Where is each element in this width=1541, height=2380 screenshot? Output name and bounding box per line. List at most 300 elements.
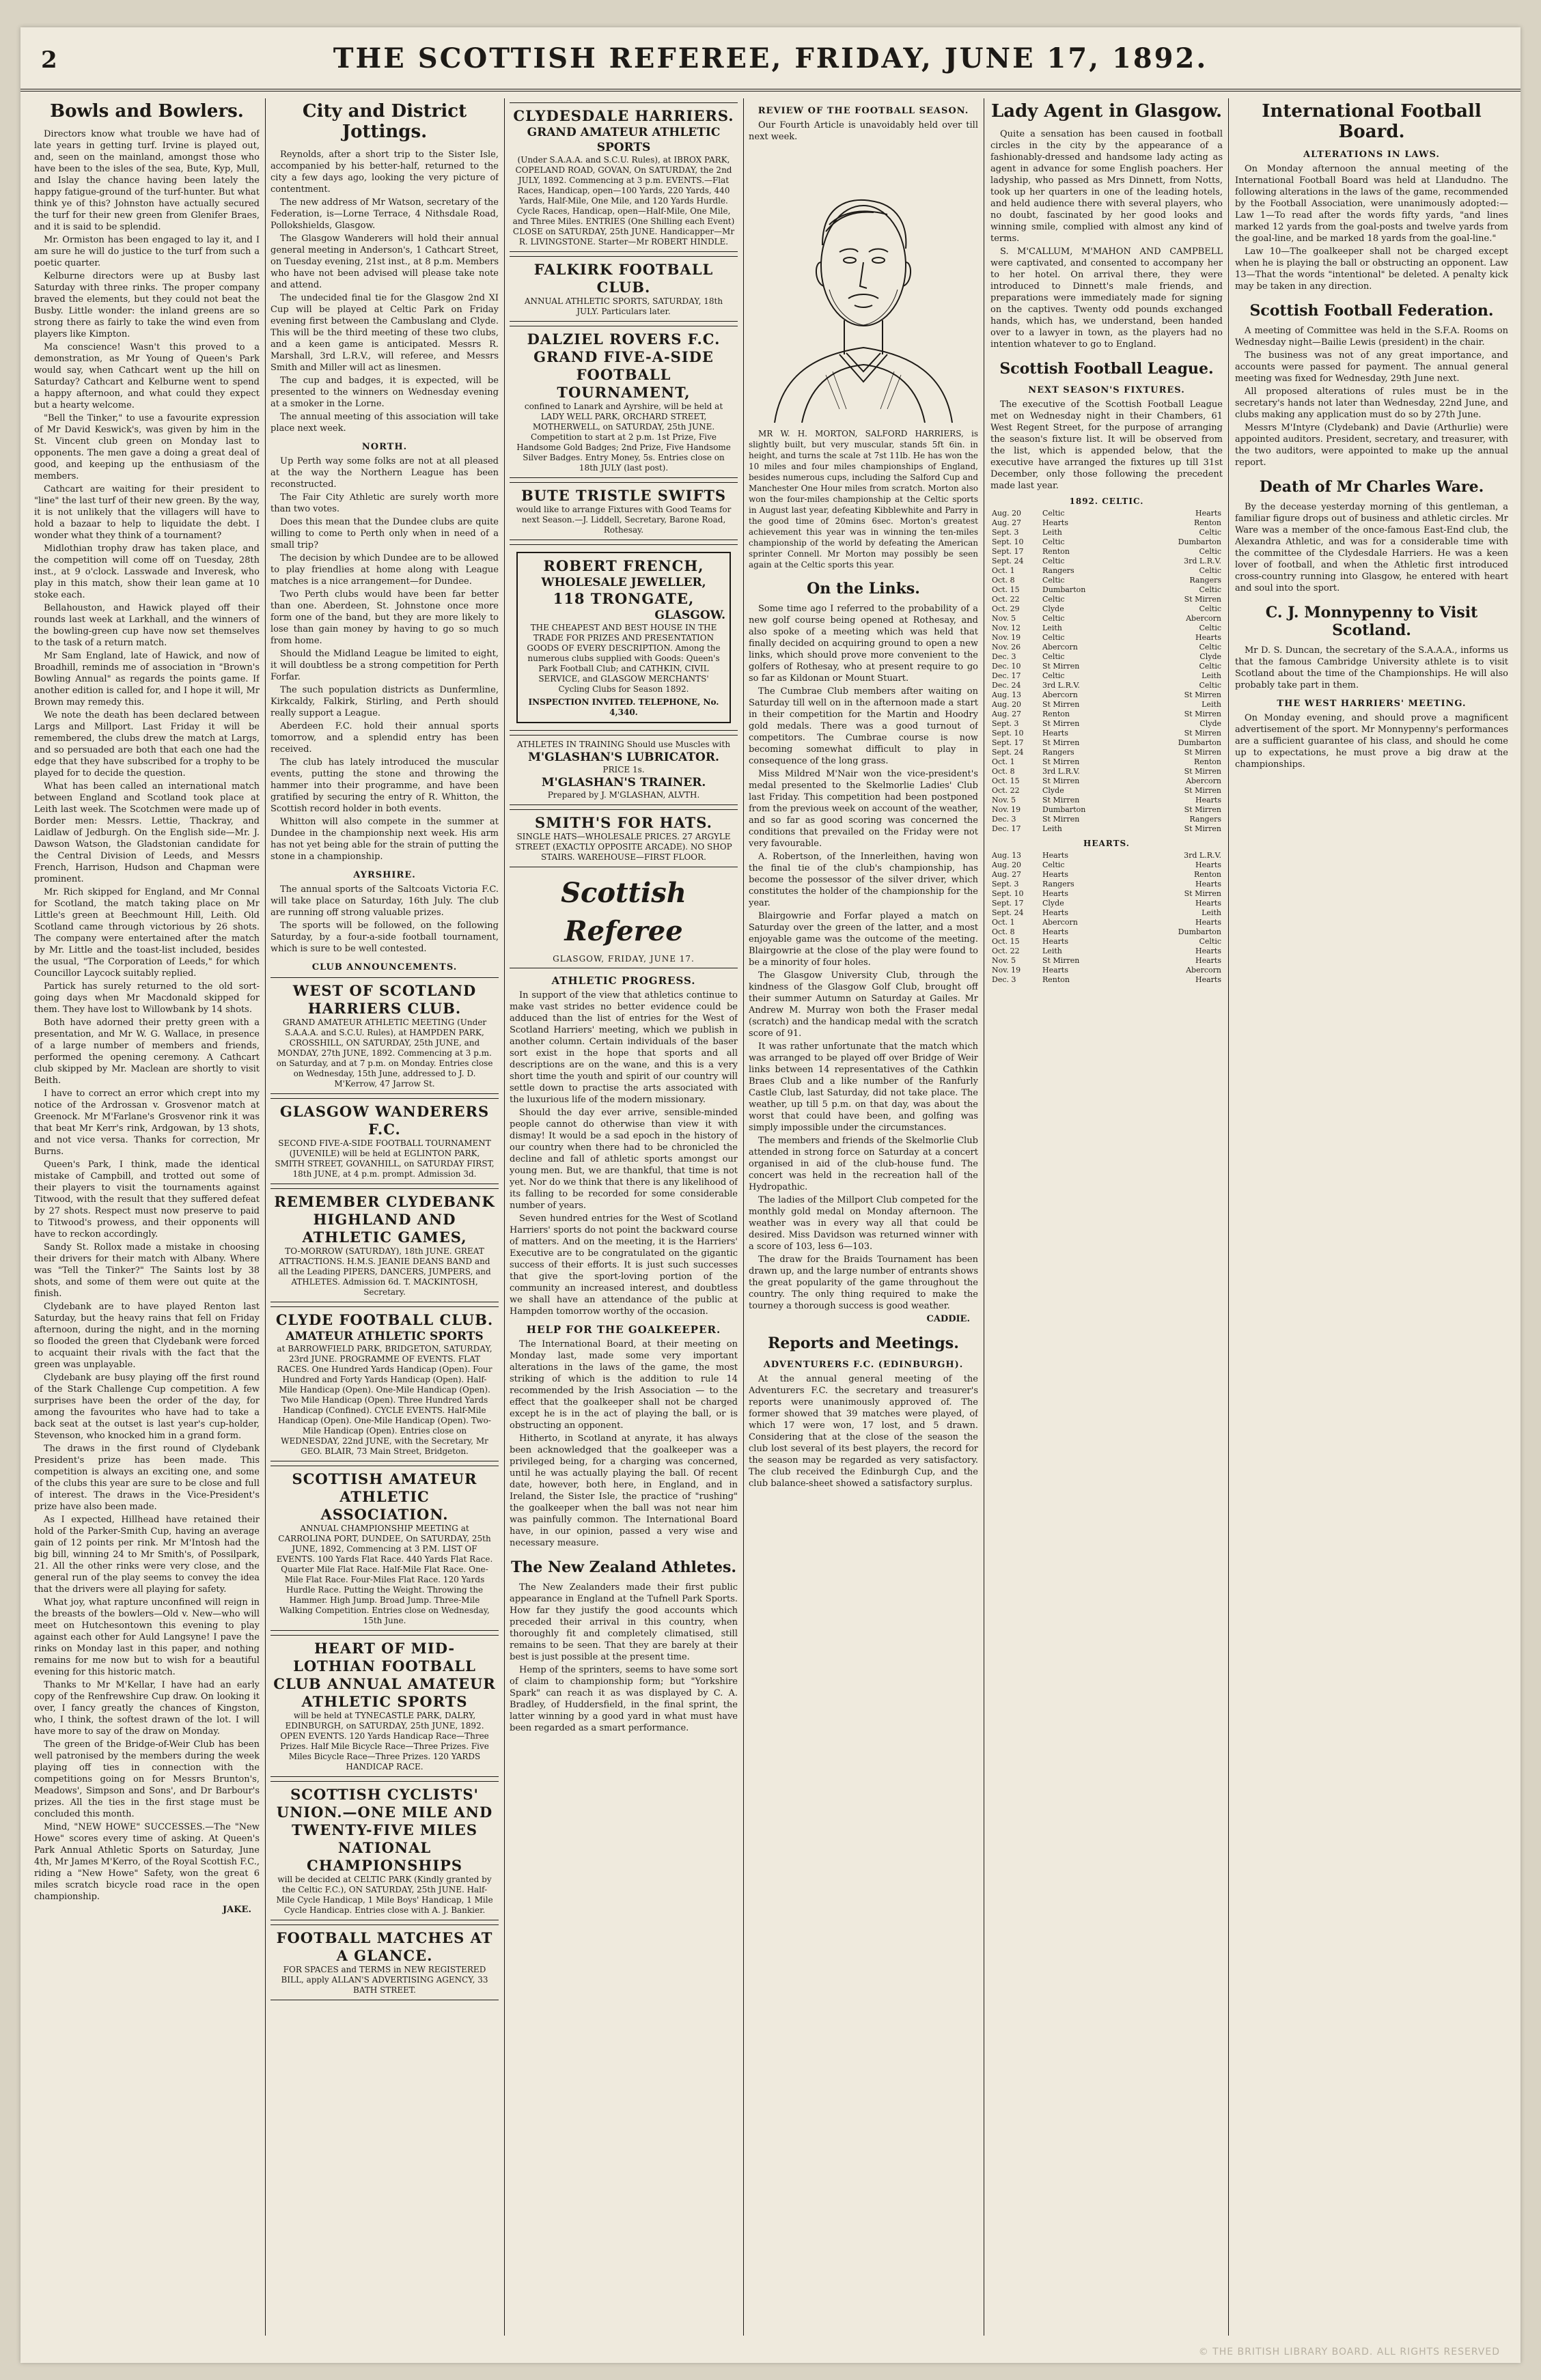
fixture-home: St Mirren	[1042, 796, 1080, 804]
lubricator-foot: Prepared by J. M'GLASHAN, ALVTH.	[547, 790, 700, 800]
paragraph: Both have adorned their pretty green with a presentation, and Mr W. G. Wallace, in presence of a large number of members and friends, performed the opening ceremony. A Cathcart club skipped by Mr. Maclean are shortly to visit Beith.	[34, 1018, 260, 1086]
advert-body: (Under S.A.A.A. and S.C.U. Rules), at IBROX PARK, COPELAND ROAD, GOVAN, On SATURDAY, the 2nd JULY, 1892. Commencing at 3 p.m. EVENTS.—Flat Races, Handicap, open—100 Yards, 220 Yards, 440 Yards, Half-Mile, One Mile, and 120 Yards Hurdle. Cycle Races, Handicap, open—Half-Mile, One Mile, and Three Miles. ENTRIES (One Shilling each Event) CLOSE on SATURDAY, 25th JUNE. Handicapper—Mr R. LIVINGSTONE. Starter—Mr ROBERT HINDLE.	[512, 155, 735, 247]
fixture-away: Celtic	[1199, 937, 1221, 946]
fixture-away: Hearts	[1195, 509, 1221, 518]
fixture-row	[990, 899, 1223, 908]
paragraph: Does this mean that the Dundee clubs are quite willing to come to Perth only when in need of a small trip?	[270, 517, 499, 550]
paragraph: Clydebank are busy playing off the first round of the Stark Challenge Cup competition. A few surprises have been the order of the day, for among the favourites who have had to take a back seat at the outset is last year's cup-holder, Stevenson, who knocked him in a grand form.	[34, 1373, 260, 1441]
paragraph: Mr D. S. Duncan, the secretary of the S.A.A.A., informs us that the famous Cambridge University athlete is to visit Scotland about the time of the Championships. He will also probably take part in them.	[1235, 645, 1508, 690]
paragraph: Mr. Ormiston has been engaged to lay it, and I am sure he will do justice to the turf from such a poetic quarter.	[34, 235, 260, 268]
fixture-date: Sept. 24	[992, 908, 1024, 917]
column-bowls	[34, 98, 260, 2336]
paragraph: I have to correct an error which crept into my notice of the Ardrossan v. Grosvenor match at Greenock. Mr M'Farlane's Grosvenor rink it was that beat Mr Kerr's rink, Ardgowan, by 13 shots, and not vice versa. Thanks for correction, Mr Burns.	[34, 1089, 260, 1157]
fixture-away: St Mirren	[1184, 805, 1221, 814]
advertisement	[270, 1924, 499, 2000]
fixture-date: Oct. 15	[992, 937, 1020, 946]
paragraph: "Bell the Tinker," to use a favourite expression of Mr David Keswick's, was given by him in the St. Vincent club green on Monday last to opponents. The men gave a doing a great deal of good, and keeping up the enthusiasm of the members.	[34, 413, 260, 481]
paragraph: Whitton will also compete in the summer at Dundee in the championship next week. His arm has not yet being able for the strain of putting the stone in a championship.	[270, 817, 499, 862]
paragraph: The annual meeting of this association will take place next week.	[270, 412, 499, 434]
fixture-date: Sept. 17	[992, 899, 1024, 908]
fixture-date: Aug. 27	[992, 870, 1022, 879]
fixture-date: Sept. 10	[992, 889, 1024, 898]
fixture-away: Dumbarton	[1178, 927, 1221, 936]
fixtures-body	[990, 509, 1223, 834]
links-signature: CADDIE.	[926, 1314, 970, 1324]
advert-title: BUTE TRISTLE SWIFTS	[520, 487, 727, 504]
fixture-away: St Mirren	[1184, 710, 1221, 718]
portrait-illustration	[761, 150, 966, 423]
newspaper-page	[20, 27, 1521, 2363]
paragraph: The club has lately introduced the muscular events, putting the stone and throwing the hammer into their programme, and have been gratified by securing the entry of R. Whitton, the Scottish record holder in both events.	[270, 757, 499, 814]
fixture-date: Dec. 17	[992, 671, 1021, 680]
paragraph: The ladies of the Millport Club competed for the monthly gold medal on Monday afternoon. The weather was in every way all that could be desired. Miss Davidson was returned winner with a score of 103, less 6—103.	[749, 1195, 978, 1252]
fixture-date: Sept. 10	[992, 537, 1024, 546]
paragraph: Aberdeen F.C. hold their annual sports tomorrow, and a splendid entry has been received.	[270, 721, 499, 755]
headline-city-jottings: City and District Jottings.	[302, 101, 467, 142]
fixture-row	[990, 604, 1223, 614]
paragraph: Mr Sam England, late of Hawick, and now of Broadhill, reminds me of association in "Brown's Bowling Annual" as regards the points game. If another edition is called for, and I hope it will, Mr Brown may remedy this.	[34, 651, 260, 708]
fixture-row	[990, 748, 1223, 757]
fixture-home: Rangers	[1042, 748, 1074, 757]
paragraph: By the decease yesterday morning of this gentleman, a familiar figure drops out of business and athletic circles. Mr Ware was a member of the once-famous East-End club, the Alexandra Athletic, and was for a considerable time with the committee of the Clydesdale Harriers. He was a keen lover of football, and when the Athletic first introduced cross-country running into Glasgow, he entered with heart and soul into the sport.	[1235, 502, 1508, 593]
fixture-away: St Mirren	[1184, 748, 1221, 757]
fixture-away: Renton	[1193, 518, 1221, 527]
review-note: Our Fourth Article is unavoidably held over till next week.	[749, 120, 978, 142]
fixture-home: Celtic	[1042, 652, 1065, 661]
fixture-date: Oct. 1	[992, 757, 1015, 766]
on-the-links-head: On the Links.	[807, 580, 920, 598]
fixture-date: Sept. 17	[992, 738, 1024, 747]
paragraph: Up Perth way some folks are not at all pleased at the way the Northern League has been reconstructed.	[270, 456, 499, 490]
fixture-row	[990, 860, 1223, 870]
intl-article	[1235, 163, 1508, 292]
advertisement	[270, 1781, 499, 1920]
advert-body: GRAND AMATEUR ATHLETIC MEETING (Under S.A.A.A. and S.C.U. Rules), at HAMPDEN PARK, CROSSHILL, ON SATURDAY, 25th JUNE, and MONDAY, 27th JUNE, 1892. Commencing at 3 p.m. on Saturday, and at 7 p.m. on Monday. Entries close on Wednesday, 15th June, addressed to J. D. M'Kerrow, 47 Jarrow St.	[276, 1018, 493, 1089]
advert-robert-french	[510, 544, 738, 731]
fixture-date: Aug. 20	[992, 509, 1022, 518]
paragraph: Midlothian trophy draw has taken place, and the competition will come off on Tuesday, 28th inst., at 9 o'clock. Lasswade and Inveresk, who play in this match, show their lean game at 10 stoke each.	[34, 544, 260, 600]
fixture-date: Aug. 13	[992, 690, 1022, 699]
fixture-home: St Mirren	[1042, 662, 1080, 671]
fixture-row	[990, 889, 1223, 899]
fixture-away: 3rd L.R.V.	[1184, 851, 1221, 860]
paragraph: The business was not of any great importance, and accounts were passed for payment. The annual general meeting was fixed for Wednesday, 29th June next.	[1235, 350, 1508, 384]
fixture-home: St Mirren	[1042, 719, 1080, 728]
advert-title: FALKIRK FOOTBALL CLUB.	[533, 261, 714, 296]
fixture-away: Rangers	[1189, 576, 1221, 585]
lubricator-name: M'GLASHAN'S LUBRICATOR.	[528, 751, 719, 764]
fixture-date: Oct. 8	[992, 927, 1015, 936]
paragraph: On Monday afternoon the annual meeting of the International Football Board was held at Llandudno. The following alterations in the laws of the game, recommended by the Football Association, were unanimously adopted:—Law 1—To read after the words fifty yards, "and lines marked 12 yards from the goal-posts and twelve yards from the goal-line, and be marked 18 yards from the goal-line."	[1235, 164, 1508, 244]
fixture-home: Celtic	[1042, 576, 1065, 585]
lady-agent-head: Lady Agent in Glasgow.	[990, 101, 1223, 122]
fixture-date: Nov. 5	[992, 796, 1016, 804]
paragraph: We note the death has been declared between Largs and Millport. Last Friday it will be remembered, the clubs drew the match at Largs, and so persuaded are both that each one had the edge that they have subscribed for a trophy to be played for to decide the question.	[34, 710, 260, 779]
fixture-row	[990, 690, 1223, 700]
fixture-date: Nov. 19	[992, 633, 1021, 642]
fixture-date: Oct. 22	[992, 786, 1020, 795]
league-intro: The executive of the Scottish Football League met on Wednesday night in their Chambers, 61 West Regent Street, for the purpose of arranging the season's fixture list. It will be observed from the list, which is appended below, that the executive have arranged the fixtures up till 31st December, only those following the precedent made last year.	[990, 400, 1223, 491]
lubricator-lead: ATHLETES IN TRAINING Should use Muscles with	[516, 740, 731, 749]
fixture-row	[990, 796, 1223, 805]
league-head: Scottish Football League.	[999, 360, 1214, 378]
fixture-away: Hearts	[1195, 956, 1221, 965]
paragraph: What has been called an international match between England and Scotland took place at Leith last week. The Scotchmen were made up of Border men: Messrs. Lettie, Thackray, and Laidlaw of Jedburgh. On the English side—Mr. J. Dawson Watson, the Gladstonian candidate for the Central Division of Leeds, and Messrs French, Harrison, Hudson and Chapman were prominent.	[34, 781, 260, 884]
paragraph: What joy, what rapture unconfined will reign in the breasts of the bowlers—Old v. New—who will meet on Hutchesontown this evening to play against each other for Auld Langsyne! I pave the rinks on Monday last in this paper, and nothing remains for me now but to wish for a beautiful evening for this historic match.	[34, 1597, 260, 1677]
fixture-home: Rangers	[1042, 566, 1074, 575]
fixture-row	[990, 662, 1223, 671]
intl-board-head: International Football Board.	[1262, 101, 1482, 142]
fixture-home: Celtic	[1042, 614, 1065, 623]
paragraph: In support of the view that athletics continue to make vast strides no better evidence could be adduced than the list of entries for the West of Scotland Harriers' meeting, which we publish in another column. Certain individuals of the baser sort exist in the hope that sports and all descriptions are on the wane, and this is a very short time the youth and spirit of our country will settle down to practise the arts associated with the luxurious life of the modern missionary.	[510, 990, 738, 1105]
fixture-home: Clyde	[1042, 604, 1064, 613]
advert-title: CLYDE FOOTBALL CLUB.	[275, 1311, 494, 1328]
advertisement	[270, 1306, 499, 1461]
paragraph: Should the day ever arrive, sensible-minded people cannot do otherwise than view it with dismay! It would be a sad epoch in the history of our country when there had to be chronicled the decline and fall of athletic sports amongst our young men. But, we are thankful, that time is not yet. Nor do we think that there is any likelihood of its falling to be recorded for some considerable number of years.	[510, 1108, 738, 1211]
harriers-article	[1235, 712, 1508, 770]
fixture-home: Abercorn	[1042, 690, 1078, 699]
paragraph: Queen's Park, I think, made the identical mistake of Campbill, and trotted out some of their players to visit the tournaments against Titwood, with the result that they suffered defeat by 27 shots. Respect must now preserve to paid to Titwood's prowess, and their opponents will have to reckon accordingly.	[34, 1160, 260, 1240]
fixture-row	[990, 576, 1223, 585]
paragraph: The green of the Bridge-of-Weir Club has been well patronised by the members during the week playing off ties in connection with the competitions going on for Messrs Brunton's, Meadows', Simpson and Sons', and Dr Barbour's prizes. All the ties in the first stage must be concluded this month.	[34, 1739, 260, 1819]
fixture-home: Celtic	[1042, 509, 1065, 518]
fixture-row	[990, 870, 1223, 880]
fixture-home: Leith	[1042, 528, 1062, 537]
french-trade: WHOLESALE JEWELLER,	[541, 576, 706, 589]
advert-body: will be held at TYNECASTLE PARK, DALRY, EDINBURGH, on SATURDAY, 25th JUNE, 1892. OPEN EVENTS. 120 Yards Handicap Race—Three Prizes. Half Mile Bicycle Race—Three Prizes. Five Miles Bicycle Race—Three Prizes. 120 YARDS HANDICAP RACE.	[280, 1711, 489, 1772]
column-review-links	[749, 98, 978, 2336]
fixture-date: Nov. 5	[992, 956, 1016, 965]
advertisement	[510, 102, 738, 252]
fixture-date: Sept. 10	[992, 729, 1024, 738]
fixture-home: Hearts	[1042, 870, 1068, 879]
paragraph: At the annual general meeting of the Adventurers F.C. the secretary and treasurer's reports were unanimously approved of. The former showed that 39 matches were played, of which 17 were won, 17 lost, and 5 drawn. Considering that at the close of the season the club lost several of its best players, the record for the season may be regarded as very satisfactory. The club received the Edinburgh Cup, and the club balance-sheet showed a satisfactory surplus.	[749, 1374, 978, 1489]
intl-subhead: ALTERATIONS IN LAWS.	[1303, 150, 1440, 160]
advert-title: DALZIEL ROVERS F.C. GRAND FIVE-A-SIDE FOOTBALL TOURNAMENT,	[527, 331, 721, 401]
fixture-home: Celtic	[1042, 860, 1065, 869]
fixture-row	[990, 509, 1223, 518]
column-rule	[504, 98, 505, 2336]
paragraph: The decision by which Dundee are to be allowed to play friendlies at home along with League matches is a nice arrangement—for Dundee.	[270, 553, 499, 587]
fixture-date: Sept. 3	[992, 528, 1019, 537]
fixture-home: Hearts	[1042, 729, 1068, 738]
paragraph: Miss Mildred M'Nair won the vice-president's medal presented to the Skelmorlie Ladies' Club last Friday. This competition had been postponed from the previous week on account of the weather, and so far as good scoring was concerned the conditions that prevailed on the Friday were not very favourable.	[749, 769, 978, 849]
lady-agent-article	[990, 128, 1223, 350]
fixture-date: Dec. 24	[992, 681, 1021, 690]
fixture-away: Leith	[1202, 908, 1221, 917]
fixture-away: Celtic	[1199, 585, 1221, 594]
fixture-away: St Mirren	[1184, 786, 1221, 795]
fixture-away: Clyde	[1199, 719, 1221, 728]
fixture-row	[990, 671, 1223, 681]
fixture-date: Oct. 8	[992, 767, 1015, 776]
fixture-date: Dec. 3	[992, 815, 1016, 824]
advert-title: REMEMBER CLYDEBANK HIGHLAND AND ATHLETIC GAMES,	[274, 1193, 495, 1246]
fixture-away: Celtic	[1199, 681, 1221, 690]
fixture-row	[990, 566, 1223, 576]
advert-body: confined to Lanark and Ayrshire, will be held at LADY WELL PARK, ORCHARD STREET, MOTHERWELL, on SATURDAY, 25th JUNE. Competition to start at 2 p.m. 1st Prize, Five Handsome Gold Badges; 2nd Prize, Five Handsome Silver Badges. Entry Money, 5s. Entries close on 18th JULY (last post).	[516, 402, 731, 473]
death-article	[1235, 501, 1508, 594]
paragraph: Cathcart are waiting for their president to "line" the last turf of their new green. By the way, it is not unlikely that the villagers will have to hold a bazaar to help to liquidate the debt. I wonder what they think of a tournament?	[34, 484, 260, 541]
fixture-home: St Mirren	[1042, 956, 1080, 965]
paragraph: A meeting of Committee was held in the S.F.A. Rooms on Wednesday night—Bailie Lewis (president) in the chair.	[1235, 326, 1508, 348]
fixture-row	[990, 767, 1223, 776]
paragraph: The sports will be followed, on the following Saturday, by a four-a-side football tournament, which is sure to be well contested.	[270, 921, 499, 954]
french-body: THE CHEAPEST AND BEST HOUSE IN THE TRADE FOR PRIZES AND PRESENTATION GOODS OF EVERY DESCRIPTION. Among the numerous clubs supplied with Goods: Queen's Park Football Club; and CATHKIN, CIVIL SERVICE, and GLASGOW MERCHANTS' Cycling Clubs for Season 1892.	[527, 623, 721, 694]
fixture-home: Celtic	[1042, 557, 1065, 565]
fixture-away: Hearts	[1195, 880, 1221, 888]
fixture-away: Celtic	[1199, 547, 1221, 556]
fixture-row	[990, 757, 1223, 767]
fixture-home: Leith	[1042, 624, 1062, 632]
fixture-home: Renton	[1042, 975, 1070, 984]
paper-title: THE SCOTTISH REFEREE, FRIDAY, JUNE 17, 1892.	[333, 42, 1208, 74]
fixture-row	[990, 729, 1223, 738]
french-city: GLASGOW.	[654, 608, 725, 622]
paragraph: The new address of Mr Watson, secretary of the Federation, is—Lorne Terrace, 4 Nithsdale Road, Pollokshields, Glasgow.	[270, 197, 499, 231]
advertisement	[270, 977, 499, 1094]
fixture-date: Sept. 17	[992, 547, 1024, 556]
advert-body: would like to arrange Fixtures with Good Teams for next Season.—J. Liddell, Secretary, Barone Road, Rothesay.	[516, 505, 732, 535]
fixture-row	[990, 710, 1223, 719]
fixture-home: St Mirren	[1042, 776, 1080, 785]
fixture-home: Renton	[1042, 547, 1070, 556]
hats-name: SMITH'S FOR HATS.	[535, 814, 712, 831]
fixture-away: Abercorn	[1186, 776, 1221, 785]
fixture-row	[990, 633, 1223, 643]
hearts-fixtures-head: HEARTS.	[1083, 839, 1130, 848]
paragraph: Ma conscience! Wasn't this proved to a demonstration, as Mr Young of Queen's Park would say, when Cathcart went up the hill on Saturday? Cathcart and Kelburne went to spend a happy afternoon, and what could they expect but a hearty welcome.	[34, 342, 260, 410]
fixture-away: Celtic	[1199, 624, 1221, 632]
paragraph: Directors know what trouble we have had of late years in getting turf. Irvine is played out, and, seen on the mainland, amongst those who have been to the isles of the sea, Bute, Kyp, Mull, and Islay the chance having been lately the happy fatigue-ground of the turf-hunter. But what think ye of this? Johnston have actually secured the turf for their new green from Glenifer Braes, and it is said to be splendid.	[34, 129, 260, 232]
fixture-away: Renton	[1193, 870, 1221, 879]
column-ads-editorial	[510, 98, 738, 2336]
fixture-row	[990, 918, 1223, 927]
bowls-signature: JAKE.	[223, 1905, 251, 1915]
fixture-row	[990, 614, 1223, 624]
paragraph: The annual sports of the Saltcoats Victoria F.C. will take place on Saturday, 16th July. The club are running off strong valuable prizes.	[270, 884, 499, 918]
paragraph: The New Zealanders made their first public appearance in England at the Tufnell Park Sports. How far they justify the good accounts which preceded their arrival in this country, when thoroughly fit and completely climatised, still remains to be seen. That they are barely at their best is just possible at the present time.	[510, 1582, 738, 1662]
fixture-home: Celtic	[1042, 595, 1065, 604]
jottings-article	[270, 149, 499, 434]
fixture-away: Abercorn	[1186, 614, 1221, 623]
fixture-date: Aug. 13	[992, 851, 1022, 860]
headline-bowls: Bowls and Bowlers.	[50, 101, 244, 122]
death-head: Death of Mr Charles Ware.	[1259, 478, 1484, 496]
fixture-home: St Mirren	[1042, 738, 1080, 747]
fixture-row	[990, 851, 1223, 860]
harriers-subhead: THE WEST HARRIERS' MEETING.	[1277, 699, 1467, 709]
fixture-row	[990, 643, 1223, 652]
fixture-date: Oct. 8	[992, 576, 1015, 585]
fixture-away: Celtic	[1199, 528, 1221, 537]
club-announcements-head: CLUB ANNOUNCEMENTS.	[311, 962, 458, 972]
fixture-date: Dec. 10	[992, 662, 1021, 671]
portrait-caption: MR W. H. MORTON, SALFORD HARRIERS, is slightly built, but very muscular, stands 5ft 6in. in height, and turns the scale at 7st 11lb. He has won the 10 miles and four miles championships of England, besides numerous cups, including the Salford Cup and Manchester One Hour miles from scratch. Morton also won the four-miles championship at the Celtic sports in August last year, defeating Kibblewhite and Parry in the good time of 20mins 6sec. Morton's greatest achievement this year was in winning the ten-miles championship of the world by defeating the American sprinter Connell. Mr Morton may possibly be seen again at the Celtic sports this year.	[749, 429, 978, 570]
fixture-date: Nov. 26	[992, 643, 1021, 652]
column-rule	[265, 98, 266, 2336]
hats-body: SINGLE HATS—WHOLESALE PRICES. 27 ARGYLE STREET (EXACTLY OPPOSITE ARCADE). NO SHOP STAIRS. WAREHOUSE—FIRST FLOOR.	[515, 832, 732, 862]
fixture-away: Hearts	[1195, 947, 1221, 955]
fixture-row	[990, 681, 1223, 690]
paragraph: Law 10—The goalkeeper shall not be charged except when he is playing the ball or obstructing an opponent. Law 13—That the words "intentional" be deleted. A penalty kick may be taken in any direction.	[1235, 247, 1508, 292]
athletic-progress-article	[510, 990, 738, 1317]
fixture-away: St Mirren	[1184, 729, 1221, 738]
advert-title: FOOTBALL MATCHES AT A GLANCE.	[276, 1929, 493, 1964]
fixture-home: Celtic	[1042, 537, 1065, 546]
fixture-row	[990, 624, 1223, 633]
fixture-home: Hearts	[1042, 927, 1068, 936]
paragraph: Kelburne directors were up at Busby last Saturday with three rinks. The proper company braved the elements, but they could not beat the Busby. Little wonder: the inland greens are so strong there as fairly to take the wind even from players like Kimpton.	[34, 271, 260, 339]
monnypenny-head: C. J. Monnypenny to Visit Scotland.	[1265, 604, 1478, 639]
fixture-away: Celtic	[1199, 566, 1221, 575]
reports-article	[749, 1373, 978, 1489]
paragraph: Thanks to Mr M'Kellar, I have had an early copy of the Renfrewshire Cup draw. On looking it over, I fancy greatly the chances of Kingston, who, I think, the softest drawn of the lot. I will have more to say of the draw on Monday.	[34, 1680, 260, 1737]
fixture-row	[990, 824, 1223, 834]
paragraph: Clydebank are to have played Renton last Saturday, but the heavy rains that fell on Friday afternoon, during the night, and in the morning so flooded the green that Clydebank were forced to acquaint their rivals with the fact that the green was unplayable.	[34, 1302, 260, 1370]
fixture-home: Celtic	[1042, 633, 1065, 642]
paragraph: Sandy St. Rollox made a mistake in choosing their drivers for their match with Albany. Where was "Tell the Tinker?" The Saints lost by 38 shots, and some of them were out quite at the finish.	[34, 1242, 260, 1299]
paragraph: The International Board, at their meeting on Monday last, made some very important alterations in the laws of the game, the most striking of which is the addition to rule 14 recommended by the Irish Association — to the effect that the goalkeeper shall not be charged except he is in the act of playing the ball, or is obstructing an opponent.	[510, 1339, 738, 1431]
on-the-links-article	[749, 603, 978, 1312]
sports-ads	[510, 102, 738, 540]
fixture-date: Nov. 19	[992, 966, 1021, 975]
fixture-home: Renton	[1042, 710, 1070, 718]
newspaper-nameplate: Scottish Referee	[561, 877, 686, 947]
fixture-home: Rangers	[1042, 880, 1074, 888]
column-rule	[1228, 98, 1229, 2336]
fixture-row	[990, 975, 1223, 985]
paragraph: Some time ago I referred to the probability of a new golf course being opened at Rothesay, and also spoke of a meeting which was held that finally decided on acquiring ground to open a new links, which should prove more convenient to the golfers of Rothesay, who at present require to go so far as Kildonan or Mount Stuart.	[749, 604, 978, 684]
fixture-away: Hearts	[1195, 633, 1221, 642]
fixture-row	[990, 776, 1223, 786]
fixture-away: St Mirren	[1184, 595, 1221, 604]
fixture-row	[990, 557, 1223, 566]
paragraph: The draw for the Braids Tournament has been drawn up, and the large number of entrants shows the great popularity of the game throughout the country. The only thing required to make the tourney a thorough success is good weather.	[749, 1255, 978, 1311]
paragraph: The undecided final tie for the Glasgow 2nd XI Cup will be played at Celtic Park on Friday evening first between the Cambuslang and Clyde. This will be the third meeting of these two clubs, and a keen game is anticipated. Messrs R. Marshall, 3rd L.R.V., will referee, and Messrs Smith and Miller will act as linesmen.	[270, 293, 499, 373]
column-rule	[743, 98, 744, 2336]
fixture-home: Dumbarton	[1042, 585, 1086, 594]
fixture-date: Oct. 1	[992, 918, 1015, 927]
paragraph: Seven hundred entries for the West of Scotland Harriers' sports do not point the backward course of matters. And on the meeting, it is the Harriers' Executive are to be congratulated on the gigantic success of their efforts. It is just such successes that give the sport-loving portion of the community an increased interest, and doubtless we shall have an attendance of the public at Hampden tomorrow worthy of the occasion.	[510, 1214, 738, 1317]
fixture-away: St Mirren	[1184, 690, 1221, 699]
fixture-date: Aug. 27	[992, 518, 1022, 527]
trainer-name: M'GLASHAN'S TRAINER.	[541, 776, 706, 789]
fixture-date: Nov. 19	[992, 805, 1021, 814]
fixture-home: Abercorn	[1042, 643, 1078, 652]
fixture-date: Sept. 24	[992, 557, 1024, 565]
advert-body: ANNUAL CHAMPIONSHIP MEETING at CARROLINA PORT, DUNDEE, On SATURDAY, 25th JUNE, 1892, Commencing at 3 P.M. LIST OF EVENTS. 100 Yards Flat Race. 440 Yards Flat Race. Quarter Mile Flat Race. Half-Mile Flat Race. One-Mile Flat Race. Four-Miles Flat Race. 120 Yards Hurdle Race. Putting the Weight. Throwing the Hammer. High Jump. Broad Jump. Three-Mile Walking Competition. Entries close on Wednesday, 15th June.	[276, 1524, 493, 1625]
fixture-home: Dumbarton	[1042, 805, 1086, 814]
advert-body: ANNUAL ATHLETIC SPORTS, SATURDAY, 18th JULY. Particulars later.	[524, 296, 723, 316]
fixture-home: Hearts	[1042, 908, 1068, 917]
paragraph: Blairgowrie and Forfar played a match on Saturday over the green of the latter, and a most enjoyable game was the outcome of the meeting. Blairgowrie at the close of the play were found to be a minority of four holes.	[749, 911, 978, 968]
paragraph: A. Robertson, of the Innerleithen, having won the final tie of the club's championship, has become the possessor of the silver driver, which constitutes the holder of the championship for the year.	[749, 852, 978, 908]
federation-head: Scottish Football Federation.	[1249, 302, 1494, 320]
federation-article	[1235, 325, 1508, 468]
fixture-away: Rangers	[1189, 815, 1221, 824]
fixture-home: Leith	[1042, 947, 1062, 955]
french-foot: INSPECTION INVITED. TELEPHONE, No. 4,340.	[528, 697, 719, 717]
fixture-away: Celtic	[1199, 604, 1221, 613]
fixture-home: Hearts	[1042, 851, 1068, 860]
paragraph: All proposed alterations of rules must be in the secretary's hands not later than Wednesday, 22nd June, and clubs making any application must do so by 27th June.	[1235, 387, 1508, 420]
paragraph: It was rather unfortunate that the match which was arranged to be played off over Bridge of Weir links between 14 representatives of the Cathkin Braes Club and a like number of the Ranfurly Castle Club, last Saturday, did not take place. The weather, up till 5 p.m. on that day, was about the worst that could have been, and golfing was simply impossible under the circumstances.	[749, 1041, 978, 1133]
ayrshire-article	[270, 884, 499, 955]
fixture-date: Oct. 29	[992, 604, 1020, 613]
north-article	[270, 456, 499, 863]
fixture-date: Nov. 12	[992, 624, 1021, 632]
paragraph: Should the Midland League be limited to eight, it will doubtless be a strong competition for Perth Forfar.	[270, 649, 499, 682]
advert-body: at BARROWFIELD PARK, BRIDGETON, SATURDAY, 23rd JUNE. PROGRAMME OF EVENTS. FLAT RACES. One Hundred Yards Handicap (Open). Four Hundred and Forty Yards Handicap (Open). Half-Mile Handicap (Open). One-Mile Handicap (Open). Two Mile Handicap (Open). Three Hundred Yards Handicap (Confined). CYCLE EVENTS. Half-Mile Handicap (Open). One-Mile Handicap (Open). Two-Mile Handicap (Open). Entries close on WEDNESDAY, 22nd JUNE, with the Secretary, Mr GEO. BLAIR, 73 Main Street, Bridgeton.	[277, 1344, 492, 1456]
fixtures-head-1: 1892. CELTIC.	[1069, 496, 1144, 506]
advert-title: WEST OF SCOTLAND HARRIERS CLUB.	[292, 982, 477, 1017]
page-number: 2	[41, 46, 57, 74]
north-subhead: NORTH.	[361, 442, 408, 452]
fixture-date: Aug. 20	[992, 860, 1022, 869]
lubricator-price: PRICE 1s.	[602, 765, 645, 774]
fixture-row	[990, 738, 1223, 748]
fixture-home: Hearts	[1042, 518, 1068, 527]
goalkeeper-article	[510, 1339, 738, 1549]
advert-title: GRAND AMATEUR ATHLETIC SPORTS	[527, 126, 721, 154]
fixture-home: Celtic	[1042, 671, 1065, 680]
fixture-away: Abercorn	[1186, 966, 1221, 975]
fixture-row	[990, 719, 1223, 729]
fixture-away: Celtic	[1199, 662, 1221, 671]
column-agent-league	[990, 98, 1223, 2336]
paragraph: The such population districts as Dunfermline, Kirkcaldy, Falkirk, Stirling, and Perth should really support a League.	[270, 685, 499, 718]
fixture-away: St Mirren	[1184, 824, 1221, 833]
fixture-date: Sept. 3	[992, 719, 1019, 728]
review-head: REVIEW OF THE FOOTBALL SEASON.	[758, 106, 969, 116]
advertisement	[270, 1188, 499, 1302]
club-ads	[270, 977, 499, 2000]
advert-title: SCOTTISH AMATEUR ATHLETIC ASSOCIATION.	[292, 1470, 477, 1523]
paragraph: Reynolds, after a short trip to the Sister Isle, accompanied by his better-half, returned to the city a few days ago, looking the very picture of contentment.	[270, 150, 499, 195]
fixture-row	[990, 956, 1223, 966]
new-zealand-head: The New Zealand Athletes.	[510, 1558, 737, 1576]
dateline: GLASGOW, FRIDAY, JUNE 17.	[510, 953, 738, 968]
fixture-home: St Mirren	[1042, 757, 1080, 766]
fixture-away: St Mirren	[1184, 767, 1221, 776]
advertisement	[510, 482, 738, 540]
fixture-date: Sept. 24	[992, 748, 1024, 757]
fixture-row	[990, 518, 1223, 528]
advert-title: HEART OF MID-LOTHIAN FOOTBALL CLUB ANNUAL AMATEUR ATHLETIC SPORTS	[273, 1640, 496, 1710]
athletic-progress-head: ATHLETIC PROGRESS.	[551, 975, 696, 987]
advert-title: CLYDESDALE HARRIERS.	[513, 107, 734, 124]
bowls-article	[34, 128, 260, 1903]
paragraph: Messrs M'Intyre (Clydebank) and Davie (Arthurlie) were appointed auditors. President, secretary, and treasurer, with the two auditors, were appointed to make up the annual report.	[1235, 423, 1508, 468]
fixture-row	[990, 537, 1223, 547]
fixture-away: 3rd L.R.V.	[1184, 557, 1221, 565]
advert-body: will be decided at CELTIC PARK (Kindly granted by the Celtic F.C.), ON SATURDAY, 25th JUNE. Half-Mile Cycle Handicap, 1 Mile Boys' Handicap, 1 Mile Cycle Handicap. Entries close with A. J. Bankier.	[276, 1875, 493, 1915]
fixture-date: Oct. 15	[992, 585, 1020, 594]
paragraph: The members and friends of the Skelmorlie Club attended in strong force on Saturday at a concert organised in aid of the club-house fund. The concert was held in the recreation hall of the Hydropathic.	[749, 1136, 978, 1192]
paragraph: The draws in the first round of Clydebank President's prize has been made. This competition is always an exciting one, and some of the clubs this year are sure to be close and full of interest. The draws in the Vice-President's prize have also been made.	[34, 1444, 260, 1512]
fixture-date: Oct. 22	[992, 595, 1020, 604]
fixture-away: Leith	[1202, 671, 1221, 680]
advert-body: SECOND FIVE-A-SIDE FOOTBALL TOURNAMENT (JUVENILE) will be held at EGLINTON PARK, SMITH STREET, GOVANHILL, on SATURDAY FIRST, 18th JUNE, at 4 p.m. prompt. Admission 3d.	[275, 1138, 495, 1179]
fixture-row	[990, 947, 1223, 956]
advert-lubricator	[510, 735, 738, 805]
paragraph: The cup and badges, it is expected, will be presented to the winners on Wednesday evening at a smoker in the Lorne.	[270, 376, 499, 409]
goalkeeper-head: HELP FOR THE GOALKEEPER.	[526, 1324, 721, 1336]
fixture-date: Dec. 3	[992, 975, 1016, 984]
fixture-home: St Mirren	[1042, 815, 1080, 824]
advertisement	[270, 1635, 499, 1777]
